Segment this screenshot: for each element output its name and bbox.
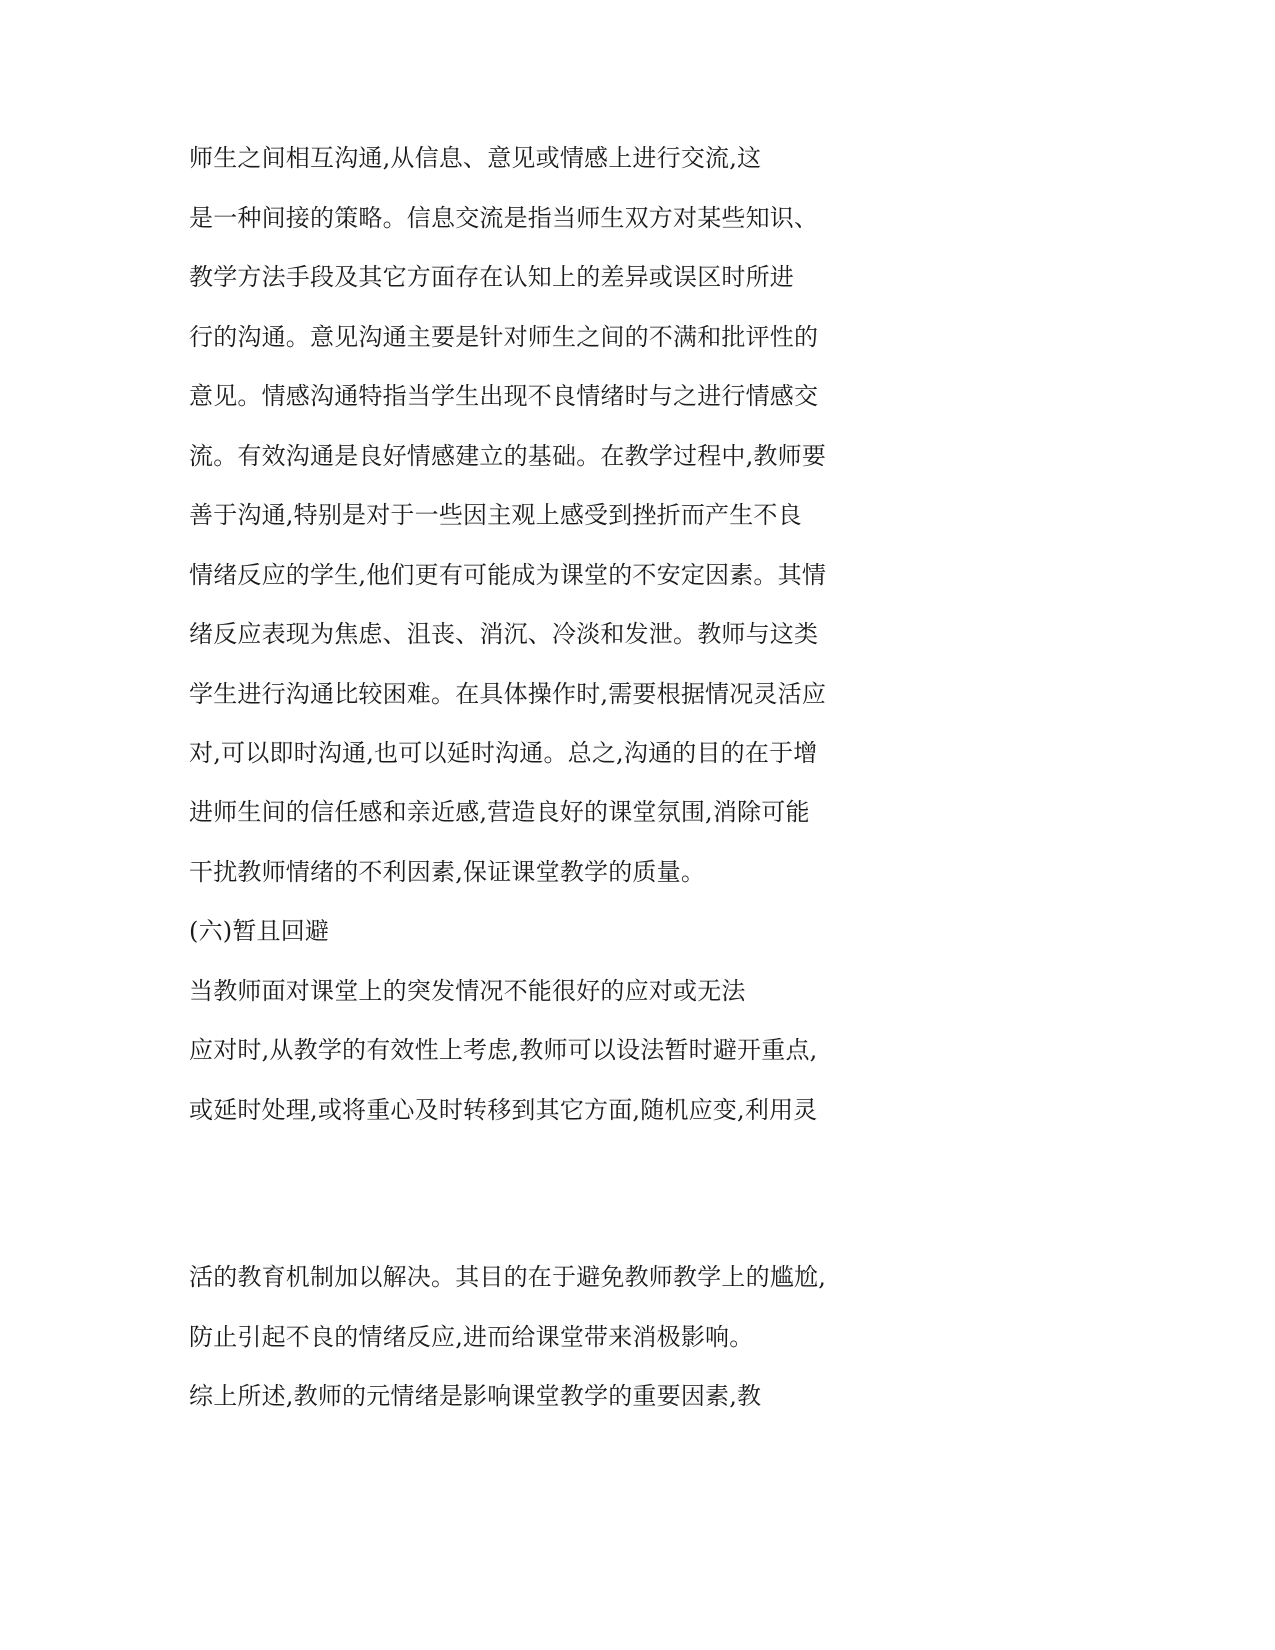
- text-line: 行的沟通。意见沟通主要是针对师生之间的不满和批评性的: [189, 323, 819, 351]
- text-line: 应对时,从教学的有效性上考虑,教师可以设法暂时避开重点,: [189, 1036, 818, 1064]
- text-line: 意见。情感沟通特指当学生出现不良情绪时与之进行情感交: [189, 382, 819, 410]
- text-line: 对,可以即时沟通,也可以延时沟通。总之,沟通的目的在于增: [189, 739, 818, 767]
- text-line: 干扰教师情绪的不利因素,保证课堂教学的质量。: [189, 858, 706, 886]
- text-line: 教学方法手段及其它方面存在认知上的差异或误区时所进: [189, 263, 794, 291]
- text-line: 师生之间相互沟通,从信息、意见或情感上进行交流,这: [189, 144, 762, 172]
- text-line: 绪反应表现为焦虑、沮丧、消沉、冷淡和发泄。教师与这类: [189, 620, 819, 648]
- text-line: 学生进行沟通比较困难。在具体操作时,需要根据情况灵活应: [189, 680, 827, 708]
- text-line: 进师生间的信任感和亲近感,营造良好的课堂氛围,消除可能: [189, 798, 810, 826]
- section-heading: (六)暂且回避: [189, 917, 330, 945]
- text-line: 活的教育机制加以解决。其目的在于避免教师教学上的尴尬,: [189, 1263, 827, 1291]
- text-line: 综上所述,教师的元情绪是影响课堂教学的重要因素,教: [189, 1382, 762, 1410]
- text-line: 当教师面对课堂上的突发情况不能很好的应对或无法: [189, 977, 746, 1005]
- text-line: 是一种间接的策略。信息交流是指当师生双方对某些知识、: [189, 204, 819, 232]
- text-line: 或延时处理,或将重心及时转移到其它方面,随机应变,利用灵: [189, 1096, 818, 1124]
- text-line: 情绪反应的学生,他们更有可能成为课堂的不安定因素。其情: [189, 561, 827, 589]
- text-line: 防止引起不良的情绪反应,进而给课堂带来消极影响。: [189, 1323, 754, 1351]
- text-line: 善于沟通,特别是对于一些因主观上感受到挫折而产生不良: [189, 501, 802, 529]
- text-line: 流。有效沟通是良好情感建立的基础。在教学过程中,教师要: [189, 442, 827, 470]
